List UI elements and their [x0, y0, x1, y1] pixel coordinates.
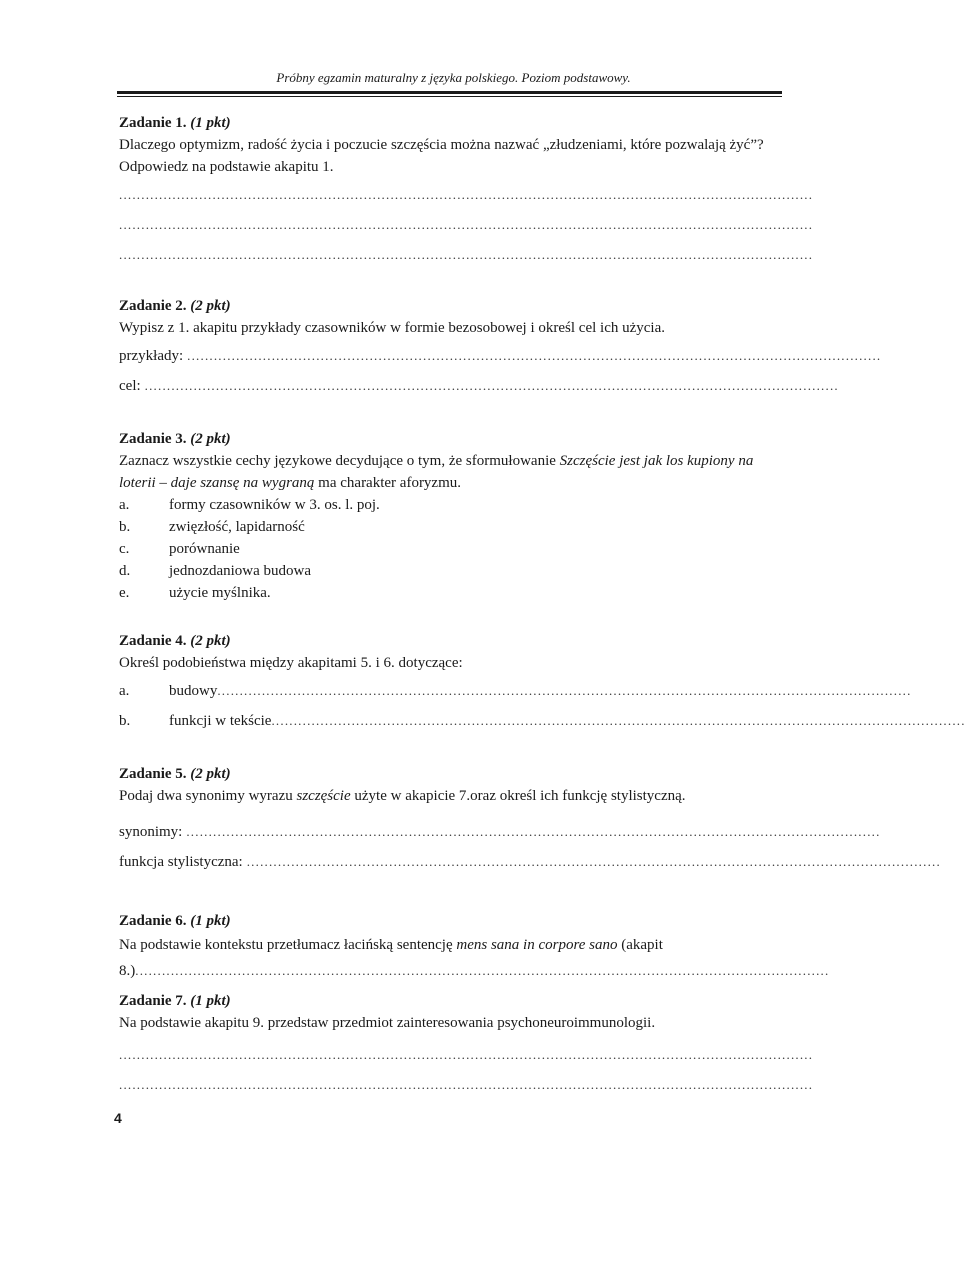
answer-line[interactable]: ............................................................................................................................................................	[186, 824, 881, 839]
task-title: Zadanie 3. (2 pkt)	[119, 431, 231, 447]
task-7	[119, 990, 814, 1096]
task-6	[119, 910, 830, 982]
answer-line[interactable]: ............................................................................................................................................................	[217, 683, 912, 698]
answer-line[interactable]: ............................................................................................................................................................	[144, 378, 839, 393]
task-title: Zadanie 2. (2 pkt)	[119, 298, 231, 314]
field-label: przykłady:	[119, 348, 184, 364]
task-prompt: Na podstawie kontekstu przetłumacz łacińską sentencję mens sana in corpore sano (akapit	[119, 937, 663, 953]
answer-line[interactable]: ............................................................................................................................................................	[271, 713, 966, 728]
field-label: 8.)	[119, 963, 136, 979]
task-title: Zadanie 7. (1 pkt)	[119, 993, 231, 1009]
task-prompt: Podaj dwa synonimy wyrazu szczęście użyte w akapicie 7.oraz określ ich funkcję stylistyczną.	[119, 788, 686, 804]
header-rule-thin	[117, 96, 782, 97]
option-d[interactable]: d. jednozdaniowa budowa	[119, 563, 312, 579]
stylistic-function-field[interactable]	[119, 851, 941, 873]
answer-line[interactable]: ............................................................................................................................................................	[119, 187, 814, 202]
answer-line[interactable]: ............................................................................................................................................................	[119, 1047, 814, 1062]
purpose-field[interactable]	[119, 375, 839, 397]
task-title: Zadanie 4. (2 pkt)	[119, 633, 231, 649]
answer-line[interactable]: ............................................................................................................................................................	[119, 247, 814, 262]
task-5	[119, 763, 941, 873]
task-title: Zadanie 1. (1 pkt)	[119, 115, 231, 131]
page-number: 4	[114, 1110, 122, 1126]
answer-line[interactable]: ............................................................................................................................................................	[246, 854, 941, 869]
answer-line[interactable]: ............................................................................................................................................................	[135, 963, 830, 978]
option-b[interactable]: b. zwięzłość, lapidarność	[119, 519, 305, 535]
option-c[interactable]: c. porównanie	[119, 541, 240, 557]
field-label: synonimy:	[119, 824, 183, 840]
task-1	[119, 112, 814, 266]
similarity-structure[interactable]: a. budowy ............................................................................................................................................................	[119, 680, 779, 702]
header-rule	[117, 91, 782, 94]
task-prompt: Dlaczego optymizm, radość życia i poczucie szczęścia można nazwać „złudzeniami, które pozwalają żyć”? Odpowiedz na podstawie akapitu 1.	[119, 137, 764, 175]
task-title: Zadanie 6. (1 pkt)	[119, 913, 231, 929]
page-header: Próbny egzamin maturalny z języka polskiego. Poziom podstawowy.	[276, 70, 631, 85]
task-prompt: Wypisz z 1. akapitu przykłady czasowników w formie bezosobowej i określ cel ich użycia.	[119, 320, 665, 336]
examples-field[interactable]	[119, 345, 882, 367]
task-prompt: Zaznacz wszystkie cechy językowe decydujące o tym, że sformułowanie Szczęście jest jak los kupiony na loterii – daje szansę na wygraną ma charakter aforyzmu.	[119, 453, 754, 491]
option-e[interactable]: e. użycie myślnika.	[119, 585, 271, 601]
task-prompt: Na podstawie akapitu 9. przedstaw przedmiot zainteresowania psychoneuroimmunologii.	[119, 1015, 656, 1031]
option-a[interactable]: a. formy czasowników w 3. os. l. poj.	[119, 497, 380, 513]
task-4	[119, 630, 966, 732]
answer-line[interactable]: ............................................................................................................................................................	[119, 217, 814, 232]
task-3	[119, 428, 779, 604]
field-label: cel:	[119, 378, 141, 394]
answer-line[interactable]: ............................................................................................................................................................	[187, 348, 882, 363]
task-title: Zadanie 5. (2 pkt)	[119, 766, 231, 782]
task-2	[119, 295, 882, 397]
translation-field[interactable]	[119, 960, 830, 982]
task-prompt: Określ podobieństwa między akapitami 5. i 6. dotyczące:	[119, 655, 463, 671]
synonyms-field[interactable]	[119, 821, 881, 843]
similarity-function[interactable]: b. funkcji w tekście ............................................................................................................................................................	[119, 710, 779, 732]
field-label: funkcja stylistyczna:	[119, 854, 243, 870]
answer-line[interactable]: ............................................................................................................................................................	[119, 1077, 814, 1092]
